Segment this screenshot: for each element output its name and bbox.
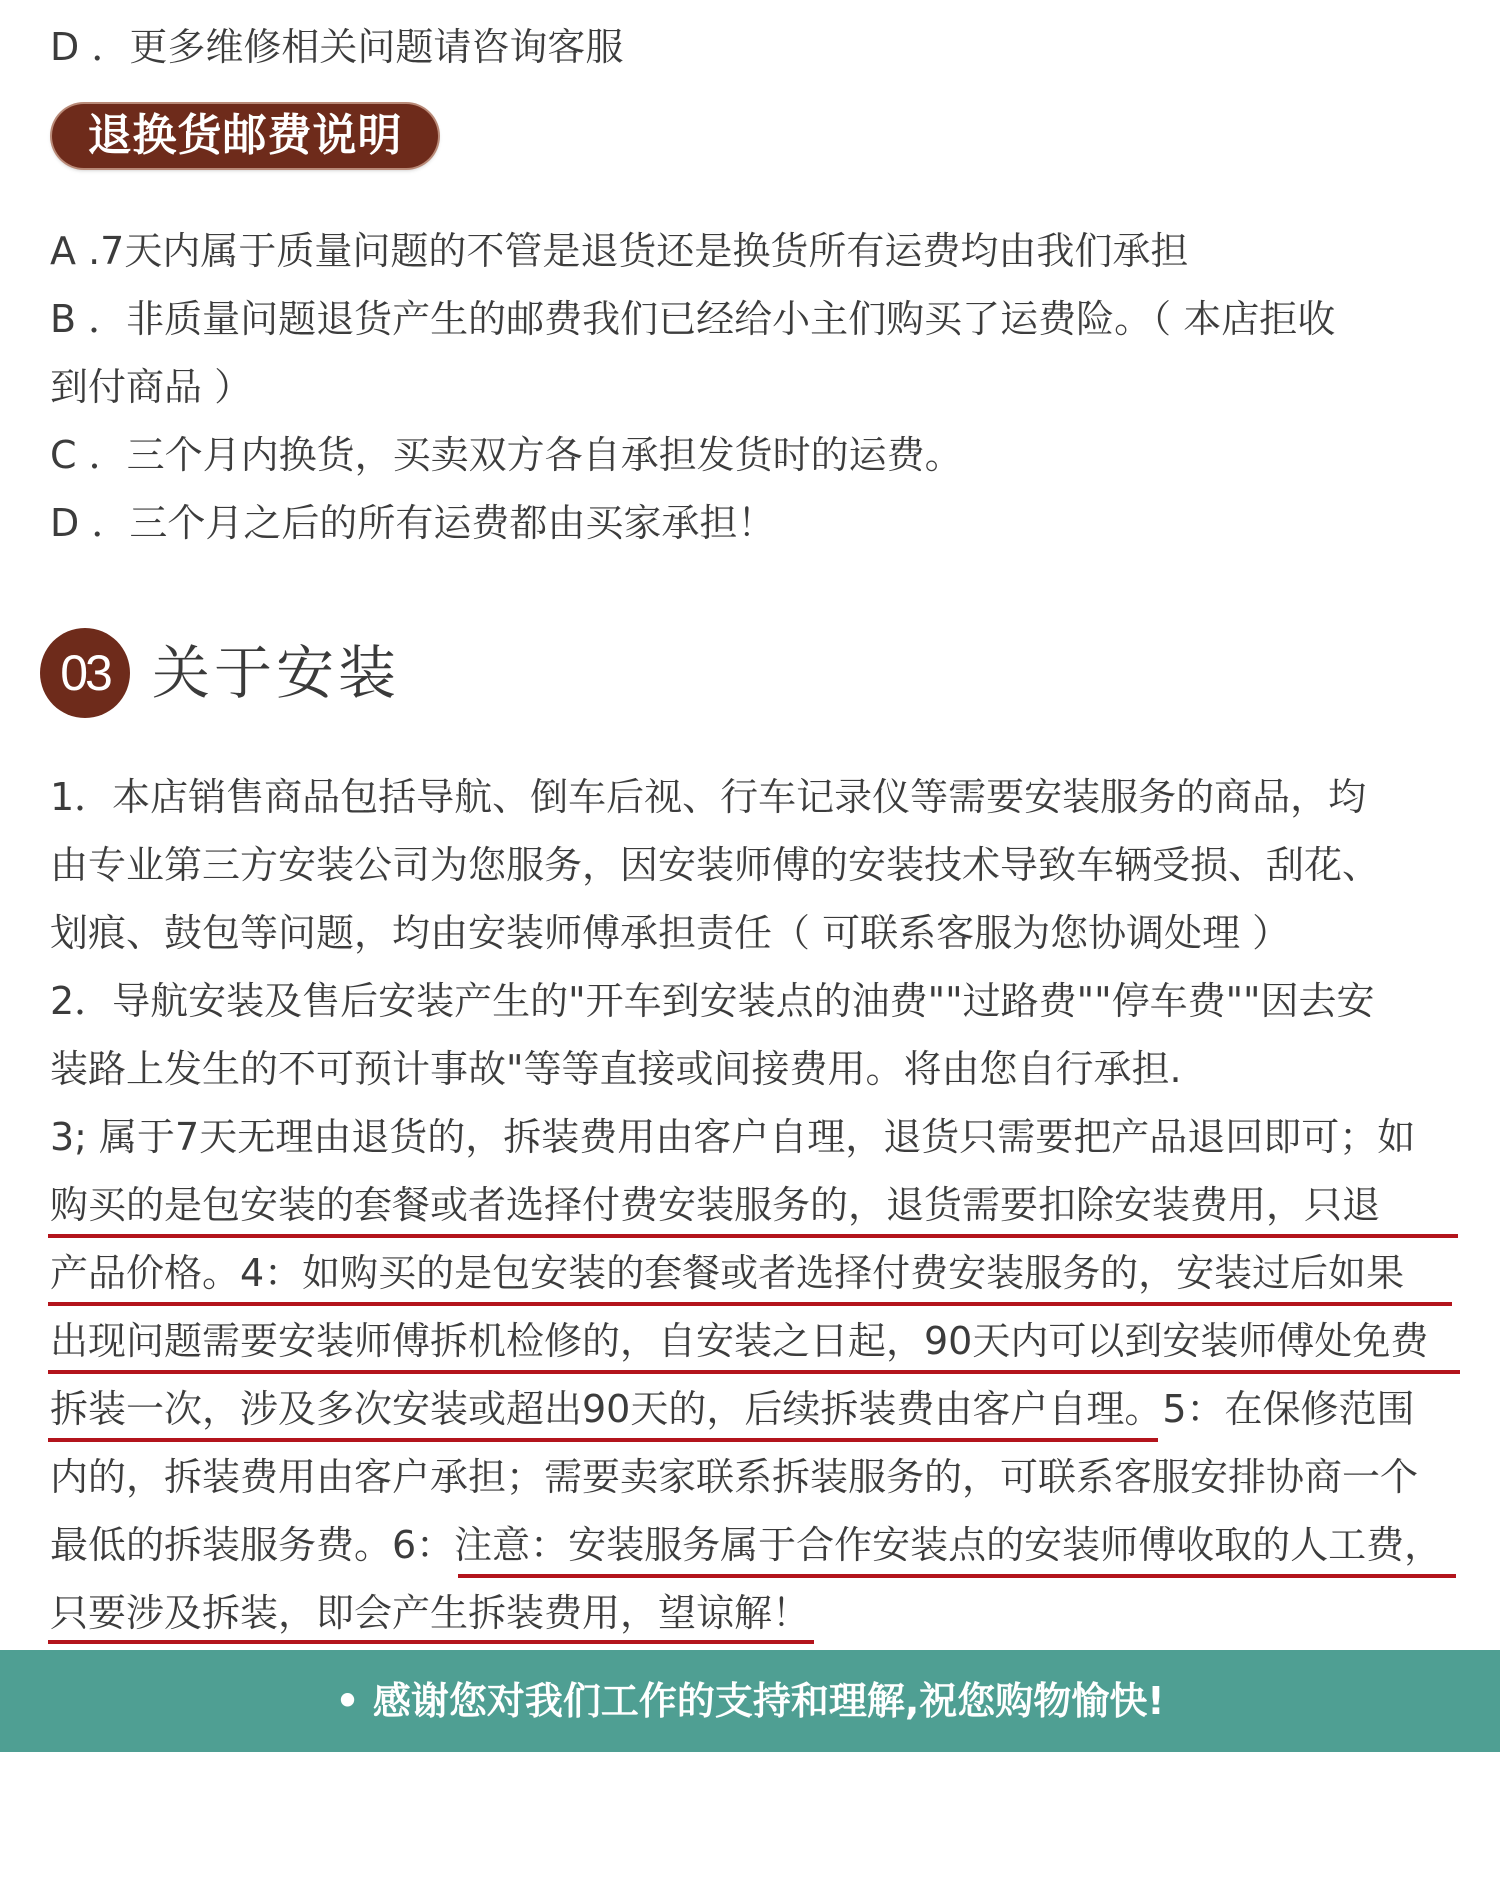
install-line: 最低的拆装服务费。6：注意：安装服务属于合作安装点的安装师傅收取的人工费， [50, 1523, 1443, 1567]
install-line: 装路上发生的不可预计事故"等等直接或间接费用。将由您自行承担. [50, 1047, 1182, 1091]
install-line: 内的，拆装费用由客户承担；需要卖家联系拆装服务的，可联系客服安排协商一个 [50, 1455, 1419, 1499]
red-underline [48, 1302, 1452, 1306]
install-line: 3; 属于7天无理由退货的，拆装费用由客户自理，退货只需要把产品退回即可；如 [50, 1115, 1416, 1159]
section-title-installation: 关于安装 [152, 639, 401, 707]
return-line-c: C ．三个月内换货，买卖双方各自承担发货时的运费。 [50, 433, 963, 477]
install-line: 购买的是包安装的套餐或者选择付费安装服务的，退货需要扣除安装费用，只退 [50, 1183, 1381, 1227]
install-line: 拆装一次，涉及多次安装或超出90天的，后续拆装费由客户自理。5：在保修范围 [50, 1387, 1415, 1431]
return-line-a: A .7天内属于质量问题的不管是退货还是换货所有运费均由我们承担 [50, 229, 1189, 273]
red-underline [458, 1574, 1456, 1578]
return-shipping-title-badge: 退换货邮费说明 [52, 104, 438, 168]
thank-you-banner: • 感谢您对我们工作的支持和理解,祝您购物愉快! [0, 1650, 1500, 1752]
return-line-b-cont: 到付商品 ） [50, 365, 253, 409]
install-line: 出现问题需要安装师傅拆机检修的，自安装之日起，90天内可以到安装师傅处免费 [50, 1319, 1429, 1363]
repair-note-d: D ．更多维修相关问题请咨询客服 [50, 25, 624, 69]
red-underline [48, 1640, 814, 1644]
return-line-d: D ．三个月之后的所有运费都由买家承担！ [50, 501, 776, 545]
section-number-badge: 03 [40, 628, 130, 718]
install-line: 只要涉及拆装，即会产生拆装费用，望谅解！ [50, 1591, 811, 1635]
install-line: 由专业第三方安装公司为您服务，因安装师傅的安装技术导致车辆受损、刮花、 [50, 843, 1381, 887]
return-line-b: B ．非质量问题退货产生的邮费我们已经给小主们购买了运费险。（ 本店拒收 [50, 297, 1336, 341]
red-underline [48, 1438, 1158, 1442]
red-underline [48, 1370, 1460, 1374]
red-underline [48, 1234, 1458, 1238]
install-line: 2．导航安装及售后安装产生的"开车到安装点的油费""过路费""停车费""因去安 [50, 979, 1375, 1023]
install-line: 产品价格。4：如购买的是包安装的套餐或者选择付费安装服务的，安装过后如果 [50, 1251, 1405, 1295]
install-line: 划痕、鼓包等问题，均由安装师傅承担责任（ 可联系客服为您协调处理 ） [50, 911, 1291, 955]
install-line: 1．本店销售商品包括导航、倒车后视、行车记录仪等需要安装服务的商品，均 [50, 775, 1367, 819]
